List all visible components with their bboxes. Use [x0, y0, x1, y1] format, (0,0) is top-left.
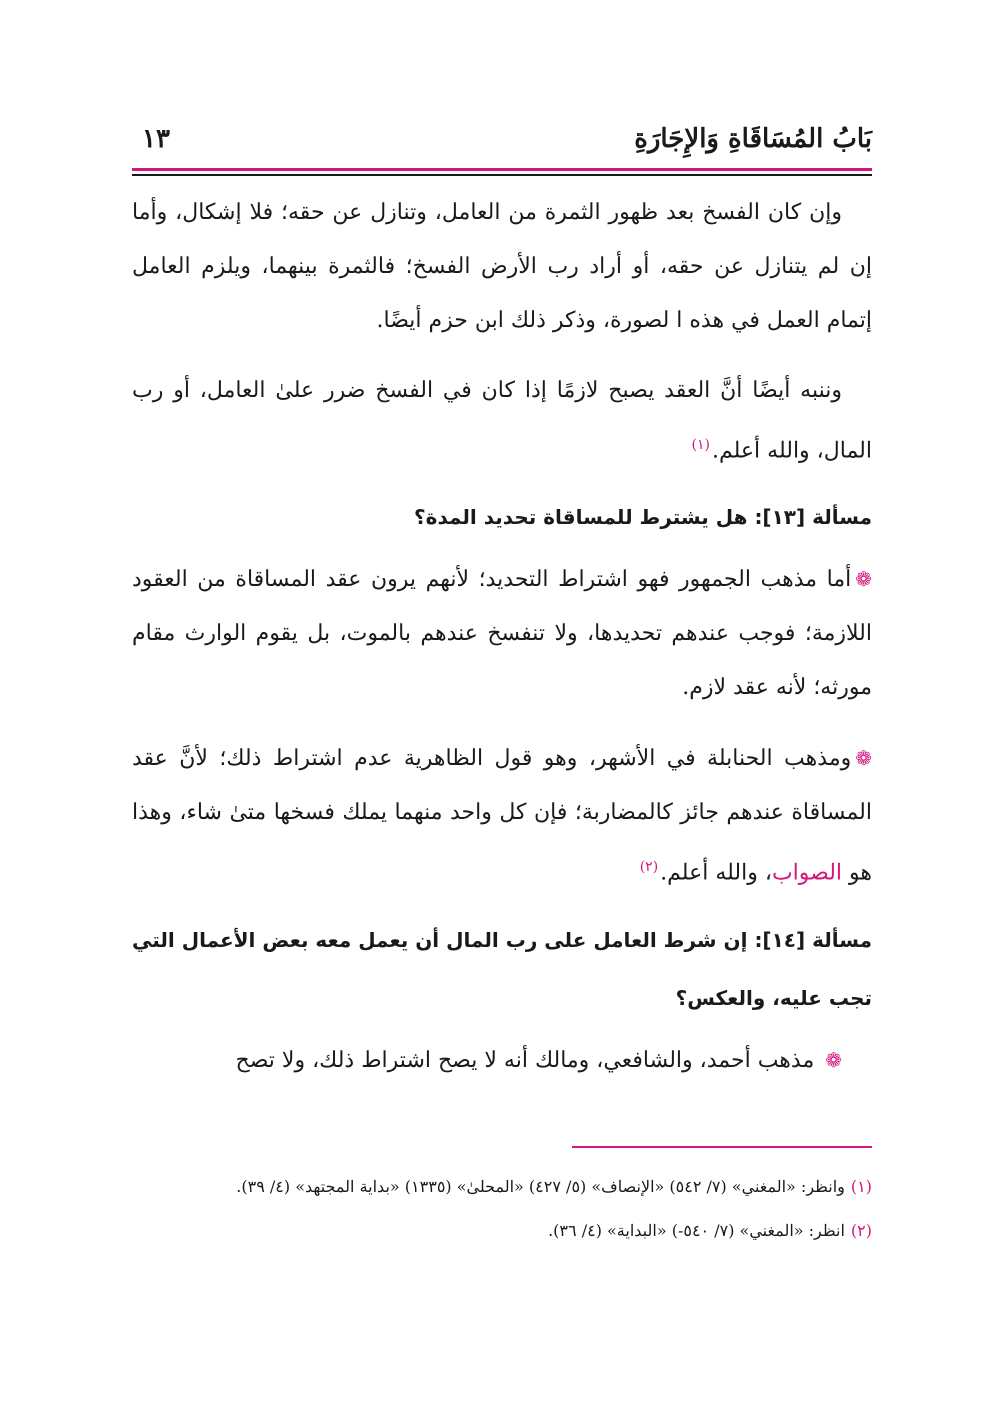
paragraph-1-text: وإن كان الفسخ بعد ظهور الثمرة من العامل، وتنازل عن حقه؛ فلا إشكال، وأما إن لم يتنازل عن حقه، أو أراد رب الأرض الفسخ؛ فالثمرة بينهما، ويلزم العامل إتمام العمل في هذه ا لصورة، وذكر ذلك ابن حزم أيضًا.: [132, 200, 872, 333]
flower-ornament-icon: ❁: [855, 746, 872, 771]
paragraph-5-text: مذهب أحمد، والشافعي، ومالك أنه لا يصح اشتراط ذلك، ولا تصح: [235, 1047, 815, 1073]
issue-14-heading: [132, 911, 872, 1027]
paragraph-3-text: أما مذهب الجمهور فهو اشتراط التحديد؛ لأنهم يرون عقد المساقاة من العقود اللازمة؛ فوجب عندهم تحديدها، ولا تنفسخ عندهم بالموت، بل يقوم الوارث مقام مورثه؛ لأنه عقد لازم.: [132, 567, 872, 701]
paragraph-4-text-end: ، والله أعلم.: [660, 860, 772, 886]
main-text: [132, 186, 872, 1088]
issue-13-label: مسألة [١٣]:: [754, 505, 872, 530]
issue-13-question: هل يشترط للمساقاة تحديد المدة؟: [414, 505, 748, 530]
issue-14-label: مسألة [١٤]:: [754, 927, 872, 952]
header-rule-accent: [132, 168, 872, 171]
footnote-1-text: وانظر: «المغني» (٧/ ٥٤٢) «الإنصاف» (٥/ ٤٢٧) «المحلىٰ» (١٣٣٥) «بداية المجتهد» (٤/ ٣٩).: [236, 1177, 845, 1196]
footnote-2-text: انظر: «المغني» (٧/ ٥٤٠-) «البداية» (٤/ ٣٦).: [548, 1221, 845, 1240]
paragraph-2: [132, 364, 872, 478]
flower-ornament-icon: ❁: [825, 1047, 842, 1072]
paragraph-4: [132, 731, 872, 900]
footnote-ref-1[interactable]: (١): [691, 437, 711, 453]
chapter-title: بَابُ المُسَاقَاةِ وَالإِجَارَةِ: [634, 124, 872, 154]
footnote-1: [132, 1170, 872, 1204]
page-number: ١٣: [142, 124, 170, 154]
footnote-1-number: (١): [850, 1177, 872, 1196]
footnote-2-number: (٢): [850, 1221, 872, 1240]
issue-14-question: إن شرط العامل على رب المال أن يعمل معه بعض الأعمال التي تجب عليه، والعكس؟: [132, 927, 872, 1010]
paragraph-5: [132, 1033, 872, 1088]
paragraph-3: [132, 552, 872, 715]
footnote-ref-2[interactable]: (٢): [639, 859, 659, 876]
running-header: [132, 118, 872, 166]
footnote-2: [132, 1214, 872, 1248]
footnote-separator: [572, 1146, 872, 1148]
highlighted-word: الصواب: [771, 860, 843, 886]
paragraph-1: [132, 186, 872, 348]
header-rule-dark: [132, 174, 872, 176]
paragraph-4-text: ومذهب الحنابلة في الأشهر، وهو قول الظاهرية عدم اشتراط ذلك؛ لأنَّ عقد المساقاة عندهم جائز كالمضاربة؛ فإن كل واحد منهما يملك فسخها متىٰ شاء، وهذا هو: [132, 746, 872, 886]
issue-13-heading: [132, 488, 872, 546]
flower-ornament-icon: ❁: [855, 567, 872, 592]
footnotes: [132, 1170, 872, 1248]
paragraph-2-text: وننبه أيضًا أنَّ العقد يصبح لازمًا إذا كان في الفسخ ضرر علىٰ العامل، أو رب المال، والله أعلم.: [132, 378, 872, 464]
